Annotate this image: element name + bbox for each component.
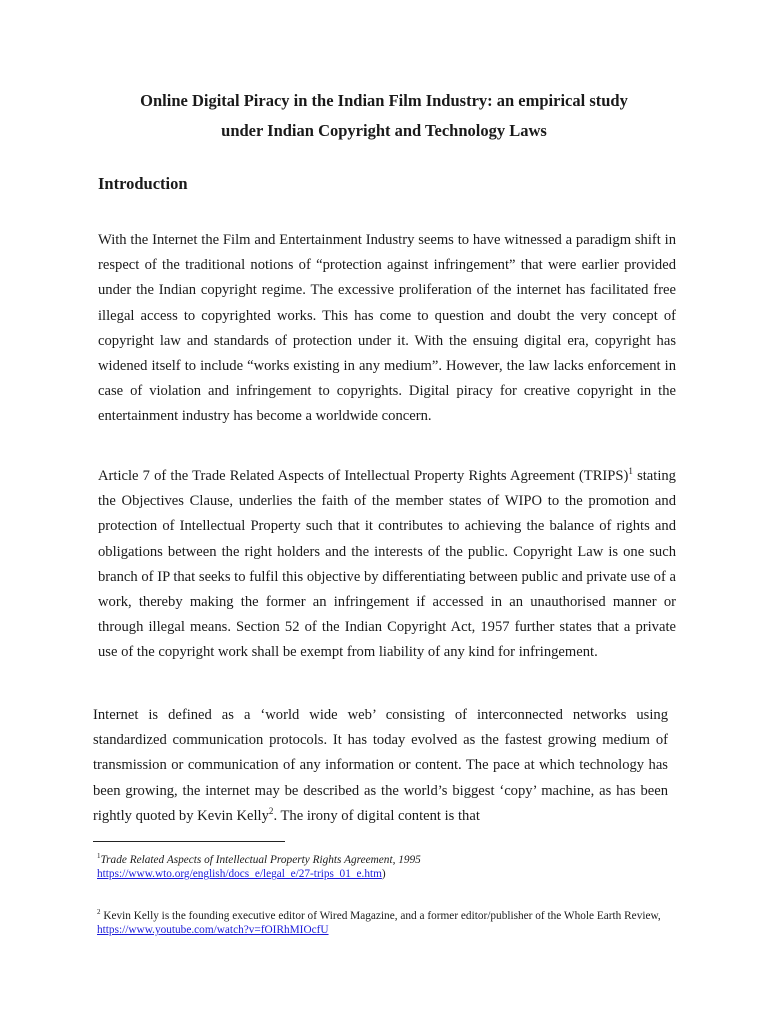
footnote-1-marker: 1 (97, 852, 101, 861)
footnote-1 (97, 853, 457, 882)
paragraph-3 (93, 703, 668, 829)
title-line-2: under Indian Copyright and Technology Laws (221, 121, 547, 140)
paragraph-2 (98, 464, 676, 666)
footnote-1-text: Trade Related Aspects of Intellectual Property Rights Agreement, 1995 (100, 854, 421, 866)
title-line-1: Online Digital Piracy in the Indian Film Industry: an empirical study (140, 91, 628, 110)
paragraph-3-text-start: Internet is defined as a ‘world wide web’ consisting of interconnected networks using standardized communication protocols. It has today evolved as the fastest growing medium of transmission or communication of any information or content. The pace at which technology has been growing, the internet may be described as the world’s biggest ‘copy’ machine, as has been rightly quoted by Kevin Kelly (93, 707, 668, 824)
footnote-2 (97, 909, 675, 938)
paragraph-2-text-start: Article 7 of the Trade Related Aspects of Intellectual Property Rights Agreement (TRIPS) (98, 468, 629, 484)
footnote-2-text: Kevin Kelly is the founding executive editor of Wired Magazine, and a former editor/publisher of the Whole Earth Review, (100, 910, 661, 922)
footnote-ref-1[interactable]: 1 (628, 466, 633, 477)
section-heading: Introduction (98, 174, 188, 193)
footnote-2-link[interactable]: https://www.youtube.com/watch?v=fOIRhMIOcfU (97, 924, 329, 937)
footnote-2-marker: 2 (97, 908, 101, 917)
document-title (0, 86, 768, 146)
paragraph-2-text-end: stating the Objectives Clause, underlies the faith of the member states of WIPO to the promotion and protection of Intellectual Property such that it contributes to achieving the balance of rights and obligations between the right holders and the interests of the public. Copyright Law is one such branch of IP that seeks to fulfil this objective by differentiating between public and private use of a work, thereby making the former an infringement if accessed in an unauthorised manner or through illegal means. Section 52 of the Indian Copyright Act, 1957 further states that a private use of the copyright work shall be exempt from liability of any kind for infringement. (98, 468, 676, 661)
footnote-1-link[interactable]: https://www.wto.org/english/docs_e/legal_e/27-trips_01_e.htm (97, 868, 382, 881)
paragraph-3-text-end: . The irony of digital content is that (273, 807, 480, 824)
footnote-ref-2[interactable]: 2 (268, 805, 274, 816)
footnote-1-close: ) (381, 868, 386, 881)
footnote-divider (93, 841, 285, 842)
paragraph-1: With the Internet the Film and Entertainment Industry seems to have witnessed a paradigm shift in respect of the traditional notions of “protection against infringement” that were earlier provided under the Indian copyright regime. The excessive proliferation of the internet has facilitated free illegal access to copyrighted works. This has come to question and doubt the very concept of copyright law and standards of protection under it. With the ensuing digital era, copyright has widened itself to include “works existing in any medium”. However, the law lacks enforcement in case of violation and infringement to copyrights. Digital piracy for creative copyright in the entertainment industry has become a worldwide concern. (98, 232, 676, 425)
